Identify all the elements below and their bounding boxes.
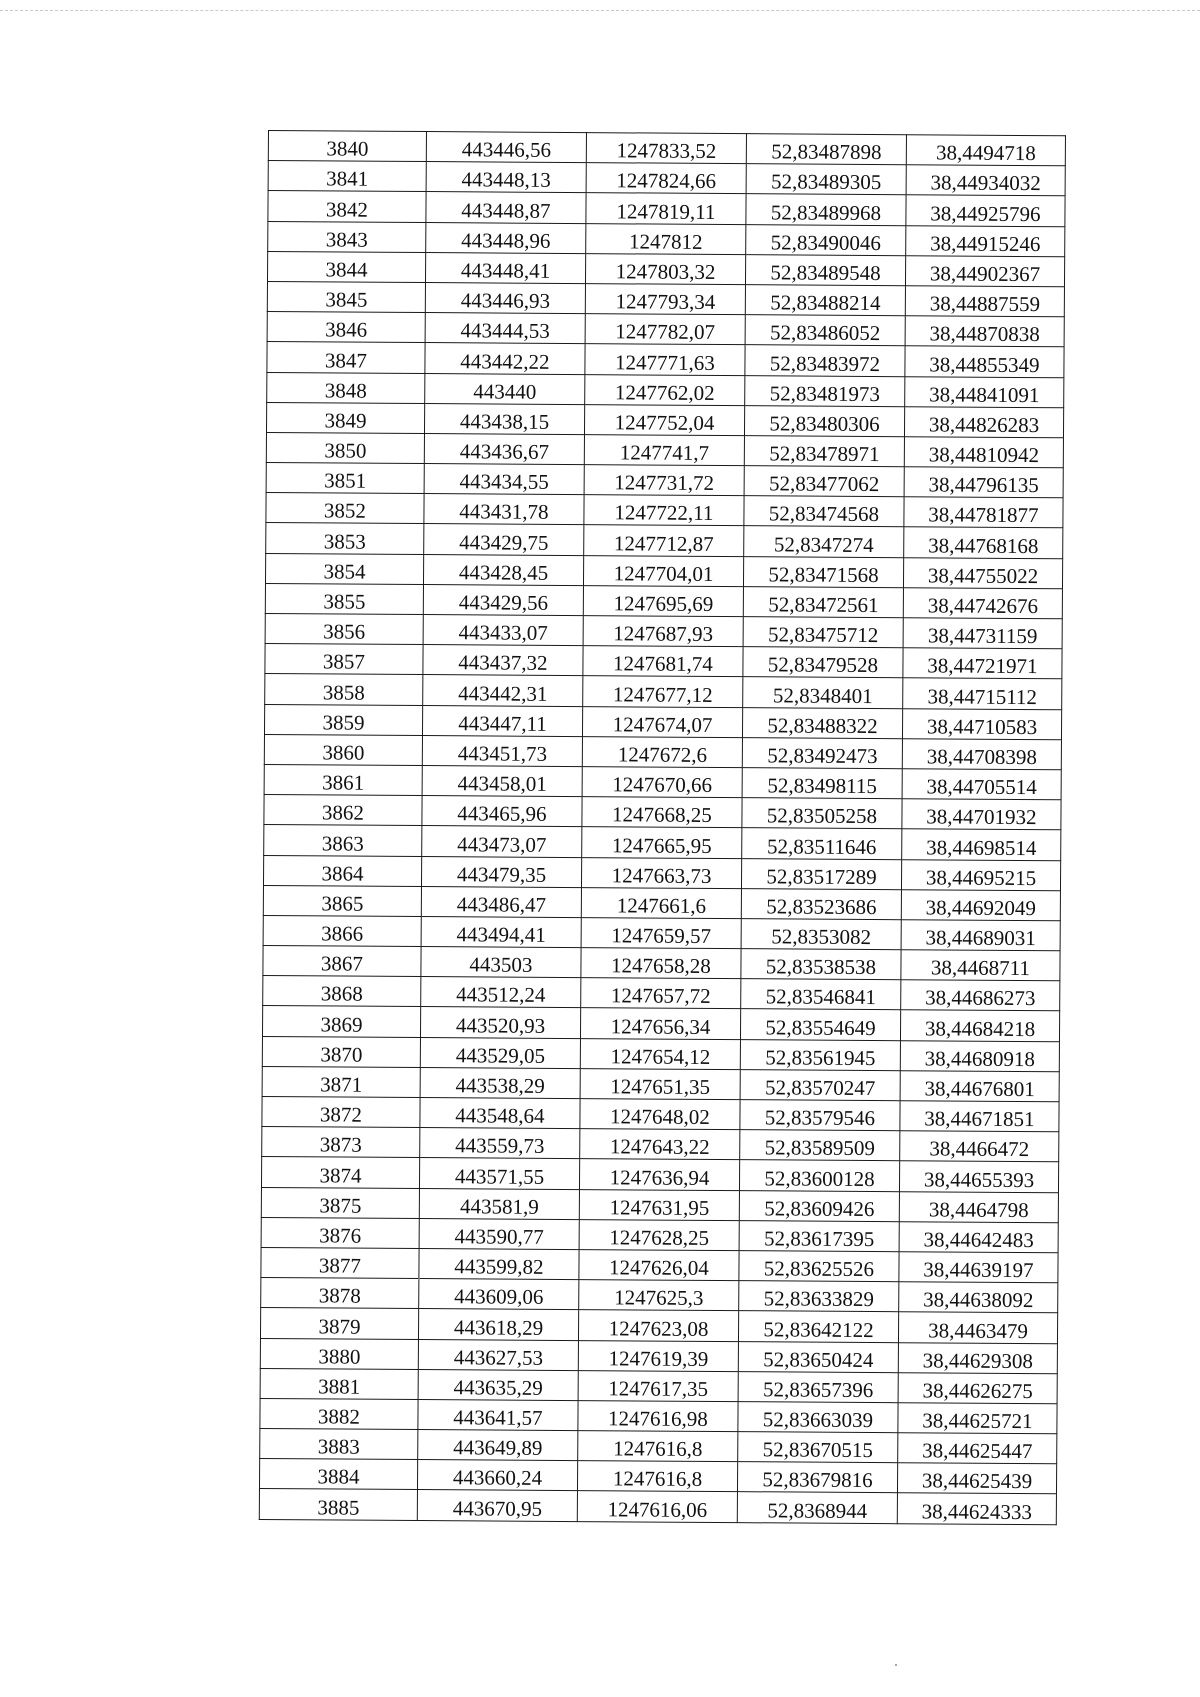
cell-coord-y: 1247659,57 xyxy=(581,917,741,948)
cell-point-number: 3879 xyxy=(260,1308,418,1339)
cell-coord-y: 1247626,04 xyxy=(579,1250,739,1281)
cell-latitude: 52,83679816 xyxy=(737,1462,897,1493)
cell-latitude: 52,83650424 xyxy=(738,1341,898,1372)
cell-latitude: 52,83490046 xyxy=(746,224,906,255)
cell-latitude: 52,83625526 xyxy=(739,1251,899,1282)
cell-latitude: 52,83492473 xyxy=(742,737,902,768)
cell-coord-y: 1247752,04 xyxy=(584,404,744,435)
cell-point-number: 3871 xyxy=(262,1066,420,1097)
cell-longitude: 38,44934032 xyxy=(906,165,1065,196)
cell-coord-x: 443434,55 xyxy=(424,464,584,495)
cell-point-number: 3852 xyxy=(266,493,424,524)
cell-coord-y: 1247722,11 xyxy=(584,495,744,526)
cell-coord-y: 1247654,12 xyxy=(580,1038,740,1069)
cell-coord-y: 1247803,32 xyxy=(585,253,745,284)
cell-latitude: 52,83479528 xyxy=(743,647,903,678)
cell-coord-y: 1247704,01 xyxy=(583,555,743,586)
coordinates-table-body xyxy=(259,131,1065,1525)
cell-longitude: 38,44768168 xyxy=(904,527,1063,558)
cell-longitude: 38,44692049 xyxy=(901,889,1060,920)
cell-latitude: 52,83554649 xyxy=(740,1009,900,1040)
cell-point-number: 3858 xyxy=(265,674,423,705)
cell-coord-x: 443431,78 xyxy=(424,494,584,525)
cell-longitude: 38,4494718 xyxy=(906,135,1065,166)
cell-point-number: 3878 xyxy=(261,1278,419,1309)
cell-latitude: 52,83475712 xyxy=(743,617,903,648)
cell-coord-y: 1247741,7 xyxy=(584,434,744,465)
cell-point-number: 3873 xyxy=(262,1127,420,1158)
cell-point-number: 3854 xyxy=(265,553,423,584)
cell-longitude: 38,44870838 xyxy=(905,316,1064,347)
cell-point-number: 3842 xyxy=(268,191,426,222)
cell-coord-x: 443494,41 xyxy=(421,916,581,947)
cell-latitude: 52,83600128 xyxy=(739,1160,899,1191)
cell-point-number: 3866 xyxy=(263,915,421,946)
cell-coord-x: 443512,24 xyxy=(421,977,581,1008)
cell-longitude: 38,4464798 xyxy=(899,1191,1058,1222)
cell-latitude: 52,83498115 xyxy=(742,768,902,799)
scan-speck xyxy=(895,1664,897,1666)
cell-point-number: 3853 xyxy=(266,523,424,554)
cell-point-number: 3881 xyxy=(260,1368,418,1399)
cell-coord-y: 1247731,72 xyxy=(584,465,744,496)
cell-coord-x: 443448,87 xyxy=(426,192,586,223)
cell-coord-x: 443627,53 xyxy=(418,1339,578,1370)
cell-point-number: 3869 xyxy=(262,1006,420,1037)
cell-coord-y: 1247616,98 xyxy=(578,1400,738,1431)
scan-edge-line xyxy=(0,10,1200,11)
cell-longitude: 38,44671851 xyxy=(900,1101,1059,1132)
cell-coord-y: 1247616,8 xyxy=(577,1461,737,1492)
cell-coord-x: 443520,93 xyxy=(420,1007,580,1038)
cell-longitude: 38,44642483 xyxy=(899,1221,1058,1252)
cell-coord-y: 1247619,39 xyxy=(578,1340,738,1371)
cell-latitude: 52,83488322 xyxy=(742,707,902,738)
cell-longitude: 38,44902367 xyxy=(905,255,1064,286)
cell-point-number: 3845 xyxy=(267,281,425,312)
cell-longitude: 38,44686273 xyxy=(901,980,1060,1011)
cell-coord-x: 443479,35 xyxy=(421,856,581,887)
cell-coord-x: 443436,67 xyxy=(424,433,584,464)
cell-coord-y: 1247648,02 xyxy=(580,1099,740,1130)
cell-coord-x: 443660,24 xyxy=(417,1460,577,1491)
cell-latitude: 52,8348401 xyxy=(743,677,903,708)
cell-point-number: 3880 xyxy=(260,1338,418,1369)
cell-point-number: 3860 xyxy=(264,734,422,765)
cell-coord-y: 1247782,07 xyxy=(585,314,745,345)
cell-longitude: 38,44781877 xyxy=(904,497,1063,528)
cell-latitude: 52,83517289 xyxy=(741,858,901,889)
cell-coord-y: 1247674,07 xyxy=(582,706,742,737)
cell-point-number: 3851 xyxy=(266,463,424,494)
cell-latitude: 52,83579546 xyxy=(740,1100,900,1131)
cell-coord-x: 443590,77 xyxy=(419,1218,579,1249)
cell-point-number: 3862 xyxy=(264,795,422,826)
cell-longitude: 38,44887559 xyxy=(905,286,1064,317)
cell-latitude: 52,83642122 xyxy=(738,1311,898,1342)
cell-coord-y: 1247651,35 xyxy=(580,1068,740,1099)
cell-latitude: 52,83488214 xyxy=(745,285,905,316)
cell-longitude: 38,4463479 xyxy=(898,1312,1057,1343)
cell-latitude: 52,8353082 xyxy=(741,919,901,950)
cell-coord-x: 443448,13 xyxy=(426,162,586,193)
cell-point-number: 3850 xyxy=(266,432,424,463)
cell-coord-y: 1247628,25 xyxy=(579,1219,739,1250)
cell-longitude: 38,44826283 xyxy=(904,406,1063,437)
cell-coord-x: 443448,96 xyxy=(426,222,586,253)
cell-longitude: 38,44626275 xyxy=(898,1372,1057,1403)
cell-latitude: 52,83489305 xyxy=(746,164,906,195)
cell-point-number: 3884 xyxy=(259,1459,417,1490)
cell-longitude: 38,44698514 xyxy=(902,829,1061,860)
cell-latitude: 52,83523686 xyxy=(741,888,901,919)
cell-longitude: 38,44625439 xyxy=(897,1463,1056,1494)
cell-coord-y: 1247657,72 xyxy=(581,978,741,1009)
cell-coord-x: 443649,89 xyxy=(418,1430,578,1461)
cell-coord-y: 1247656,34 xyxy=(580,1008,740,1039)
cell-longitude: 38,44731159 xyxy=(903,618,1062,649)
cell-coord-y: 1247670,66 xyxy=(582,767,742,798)
cell-latitude: 52,83670515 xyxy=(738,1432,898,1463)
cell-point-number: 3847 xyxy=(267,342,425,373)
cell-coord-y: 1247712,87 xyxy=(584,525,744,556)
cell-coord-x: 443448,41 xyxy=(425,252,585,283)
cell-latitude: 52,83511646 xyxy=(742,828,902,859)
cell-coord-y: 1247623,08 xyxy=(578,1310,738,1341)
cell-latitude: 52,83487898 xyxy=(746,134,906,165)
cell-longitude: 38,44841091 xyxy=(905,376,1064,407)
cell-coord-y: 1247668,25 xyxy=(582,797,742,828)
cell-coord-y: 1247833,52 xyxy=(586,133,746,164)
cell-longitude: 38,44701932 xyxy=(902,799,1061,830)
cell-latitude: 52,83538538 xyxy=(741,949,901,980)
cell-latitude: 52,83663039 xyxy=(738,1402,898,1433)
cell-coord-y: 1247663,73 xyxy=(581,857,741,888)
cell-latitude: 52,83561945 xyxy=(740,1039,900,1070)
cell-latitude: 52,83474568 xyxy=(744,496,904,527)
cell-coord-y: 1247631,95 xyxy=(579,1189,739,1220)
cell-longitude: 38,44689031 xyxy=(901,920,1060,951)
cell-coord-x: 443635,29 xyxy=(418,1369,578,1400)
cell-point-number: 3846 xyxy=(267,312,425,343)
cell-coord-y: 1247771,63 xyxy=(585,344,745,375)
cell-longitude: 38,44810942 xyxy=(904,437,1063,468)
cell-coord-x: 443433,07 xyxy=(423,615,583,646)
cell-longitude: 38,44742676 xyxy=(903,588,1062,619)
cell-latitude: 52,83617395 xyxy=(739,1220,899,1251)
cell-coord-x: 443548,64 xyxy=(420,1098,580,1129)
cell-coord-x: 443446,93 xyxy=(425,282,585,313)
cell-coord-y: 1247824,66 xyxy=(586,163,746,194)
cell-coord-x: 443571,55 xyxy=(419,1158,579,1189)
cell-longitude: 38,4468711 xyxy=(901,950,1060,981)
cell-latitude: 52,83486052 xyxy=(745,315,905,346)
cell-longitude: 38,44705514 xyxy=(902,769,1061,800)
table-row xyxy=(259,1489,1056,1524)
cell-point-number: 3843 xyxy=(268,221,426,252)
cell-point-number: 3859 xyxy=(264,704,422,735)
cell-latitude: 52,83633829 xyxy=(739,1281,899,1312)
cell-longitude: 38,44655393 xyxy=(899,1161,1058,1192)
cell-point-number: 3865 xyxy=(263,885,421,916)
cell-latitude: 52,83657396 xyxy=(738,1371,898,1402)
cell-longitude: 38,44925796 xyxy=(906,195,1065,226)
cell-longitude: 38,44755022 xyxy=(903,557,1062,588)
cell-coord-y: 1247695,69 xyxy=(583,585,743,616)
cell-coord-x: 443437,32 xyxy=(423,645,583,676)
cell-longitude: 38,44676801 xyxy=(900,1071,1059,1102)
cell-latitude: 52,83477062 xyxy=(744,466,904,497)
cell-point-number: 3855 xyxy=(265,583,423,614)
cell-coord-y: 1247616,06 xyxy=(577,1491,737,1522)
cell-longitude: 38,44915246 xyxy=(906,225,1065,256)
cell-latitude: 52,83489548 xyxy=(745,254,905,285)
cell-point-number: 3848 xyxy=(267,372,425,403)
cell-coord-y: 1247617,35 xyxy=(578,1370,738,1401)
cell-coord-y: 1247681,74 xyxy=(583,646,743,677)
cell-point-number: 3867 xyxy=(263,946,421,977)
scan-speck xyxy=(418,1278,420,1280)
cell-latitude: 52,83505258 xyxy=(742,798,902,829)
cell-coord-x: 443486,47 xyxy=(421,886,581,917)
cell-coord-x: 443618,29 xyxy=(418,1309,578,1340)
cell-latitude: 52,83478971 xyxy=(744,436,904,467)
cell-latitude: 52,83609426 xyxy=(739,1190,899,1221)
cell-latitude: 52,83481973 xyxy=(745,375,905,406)
cell-coord-x: 443473,07 xyxy=(422,826,582,857)
cell-longitude: 38,44684218 xyxy=(900,1010,1059,1041)
cell-coord-y: 1247819,11 xyxy=(586,193,746,224)
cell-longitude: 38,44855349 xyxy=(905,346,1064,377)
cell-longitude: 38,44629308 xyxy=(898,1342,1057,1373)
cell-coord-x: 443429,56 xyxy=(423,584,583,615)
cell-point-number: 3870 xyxy=(262,1036,420,1067)
cell-longitude: 38,44639197 xyxy=(899,1252,1058,1283)
cell-longitude: 38,44695215 xyxy=(901,859,1060,890)
cell-coord-y: 1247762,02 xyxy=(585,374,745,405)
cell-coord-y: 1247658,28 xyxy=(581,948,741,979)
cell-longitude: 38,44680918 xyxy=(900,1040,1059,1071)
cell-longitude: 38,44721971 xyxy=(903,648,1062,679)
cell-coord-x: 443440 xyxy=(425,373,585,404)
cell-point-number: 3877 xyxy=(261,1247,419,1278)
cell-latitude: 52,8368944 xyxy=(737,1492,897,1523)
cell-coord-y: 1247677,12 xyxy=(583,676,743,707)
cell-latitude: 52,83472561 xyxy=(743,586,903,617)
cell-point-number: 3872 xyxy=(262,1096,420,1127)
cell-longitude: 38,44708398 xyxy=(902,738,1061,769)
cell-coord-y: 1247636,94 xyxy=(579,1159,739,1190)
cell-latitude: 52,83483972 xyxy=(745,345,905,376)
cell-coord-y: 1247643,22 xyxy=(580,1129,740,1160)
cell-coord-x: 443438,15 xyxy=(424,403,584,434)
cell-coord-x: 443670,95 xyxy=(417,1490,577,1521)
cell-coord-x: 443447,11 xyxy=(422,705,582,736)
cell-point-number: 3864 xyxy=(263,855,421,886)
cell-coord-x: 443442,22 xyxy=(425,343,585,374)
cell-longitude: 38,44625721 xyxy=(898,1403,1057,1434)
cell-latitude: 52,83471568 xyxy=(743,556,903,587)
cell-point-number: 3849 xyxy=(266,402,424,433)
cell-coord-x: 443641,57 xyxy=(418,1399,578,1430)
cell-point-number: 3856 xyxy=(265,613,423,644)
cell-latitude: 52,83546841 xyxy=(741,979,901,1010)
cell-point-number: 3882 xyxy=(260,1398,418,1429)
cell-latitude: 52,83489968 xyxy=(746,194,906,225)
cell-latitude: 52,83480306 xyxy=(744,405,904,436)
cell-coord-x: 443428,45 xyxy=(423,554,583,585)
cell-coord-x: 443444,53 xyxy=(425,313,585,344)
cell-latitude: 52,83570247 xyxy=(740,1069,900,1100)
cell-coord-x: 443529,05 xyxy=(420,1037,580,1068)
cell-coord-y: 1247625,3 xyxy=(579,1280,739,1311)
cell-coord-x: 443581,9 xyxy=(419,1188,579,1219)
cell-longitude: 38,44624333 xyxy=(897,1493,1056,1524)
cell-coord-x: 443465,96 xyxy=(422,796,582,827)
cell-point-number: 3841 xyxy=(268,161,426,192)
cell-coord-x: 443609,06 xyxy=(419,1279,579,1310)
cell-point-number: 3861 xyxy=(264,764,422,795)
cell-coord-x: 443442,31 xyxy=(423,675,583,706)
cell-point-number: 3857 xyxy=(265,644,423,675)
cell-latitude: 52,8347274 xyxy=(744,526,904,557)
cell-longitude: 38,4466472 xyxy=(900,1131,1059,1162)
cell-coord-x: 443503 xyxy=(421,947,581,978)
cell-coord-x: 443429,75 xyxy=(424,524,584,555)
cell-point-number: 3863 xyxy=(264,825,422,856)
cell-coord-x: 443559,73 xyxy=(420,1128,580,1159)
cell-longitude: 38,44710583 xyxy=(902,708,1061,739)
cell-coord-y: 1247616,8 xyxy=(578,1431,738,1462)
cell-point-number: 3874 xyxy=(261,1157,419,1188)
cell-coord-y: 1247665,95 xyxy=(582,827,742,858)
cell-longitude: 38,44638092 xyxy=(899,1282,1058,1313)
cell-coord-x: 443538,29 xyxy=(420,1067,580,1098)
cell-point-number: 3885 xyxy=(259,1489,417,1520)
cell-coord-y: 1247661,6 xyxy=(581,887,741,918)
cell-point-number: 3840 xyxy=(268,131,426,162)
cell-point-number: 3876 xyxy=(261,1217,419,1248)
cell-longitude: 38,44715112 xyxy=(903,678,1062,709)
cell-coord-x: 443451,73 xyxy=(422,735,582,766)
cell-coord-y: 1247687,93 xyxy=(583,616,743,647)
cell-coord-y: 1247793,34 xyxy=(585,284,745,315)
cell-coord-y: 1247812 xyxy=(586,223,746,254)
cell-point-number: 3875 xyxy=(261,1187,419,1218)
cell-coord-x: 443458,01 xyxy=(422,765,582,796)
cell-point-number: 3844 xyxy=(267,251,425,282)
cell-point-number: 3868 xyxy=(263,976,421,1007)
cell-coord-x: 443446,56 xyxy=(426,132,586,163)
cell-coord-x: 443599,82 xyxy=(419,1248,579,1279)
cell-longitude: 38,44625447 xyxy=(898,1433,1057,1464)
cell-point-number: 3883 xyxy=(260,1429,418,1460)
cell-longitude: 38,44796135 xyxy=(904,467,1063,498)
cell-latitude: 52,83589509 xyxy=(740,1130,900,1161)
cell-coord-y: 1247672,6 xyxy=(582,736,742,767)
coordinates-table xyxy=(259,130,1066,1525)
